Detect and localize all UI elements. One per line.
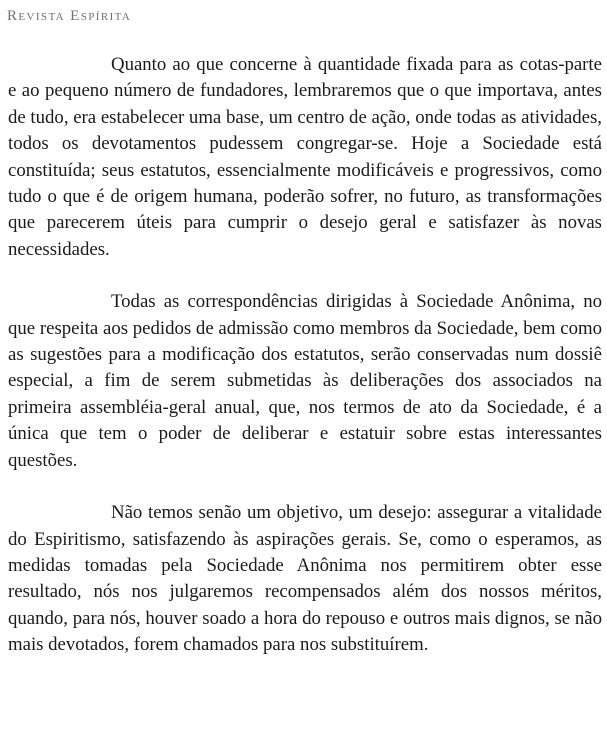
page-body — [8, 52, 602, 659]
paragraph-1: Quanto ao que concerne à quantidade fixada para as cotas-parte e ao pequeno número de fundadores, lembraremos que o que importava, antes de tudo, era estabelecer uma base, um centro de ação, onde todas as atividades, todos os devotamentos pudessem congregar-se. Hoje a Sociedade está constituída; seus estatutos, essencialmente modificáveis e progressivos, como tudo o que é de origem humana, poderão sofrer, no futuro, as transformações que parecerem úteis para cumprir o desejo geral e satisfazer às novas necessidades. — [8, 54, 602, 260]
paragraph-2: Todas as correspondências dirigidas à Sociedade Anônima, no que respeita aos pedidos de admissão como membros da Sociedade, bem como as sugestões para a modificação dos estatutos, serão conservadas num dossiê especial, a fim de serem submetidas às deliberações dos associados na primeira assembléia-geral anual, que, nos termos de ato da Sociedade, é a única que tem o poder de deliberar e estatuir sobre estas interessantes questões. — [8, 291, 602, 471]
paragraph-3: Não temos senão um objetivo, um desejo: assegurar a vitalidade do Espiritismo, satisfazendo às aspirações gerais. Se, como o esperamos, as medidas tomadas pela Sociedade Anônima nos permitirem obter esse resultado, nós nos julgaremos recompensados além dos nossos méritos, quando, para nós, houver soado a hora do repouso e outros mais dignos, se não mais devotados, forem chamados para nos substituírem. — [8, 502, 602, 656]
running-header: Revista Espírita — [7, 8, 132, 24]
